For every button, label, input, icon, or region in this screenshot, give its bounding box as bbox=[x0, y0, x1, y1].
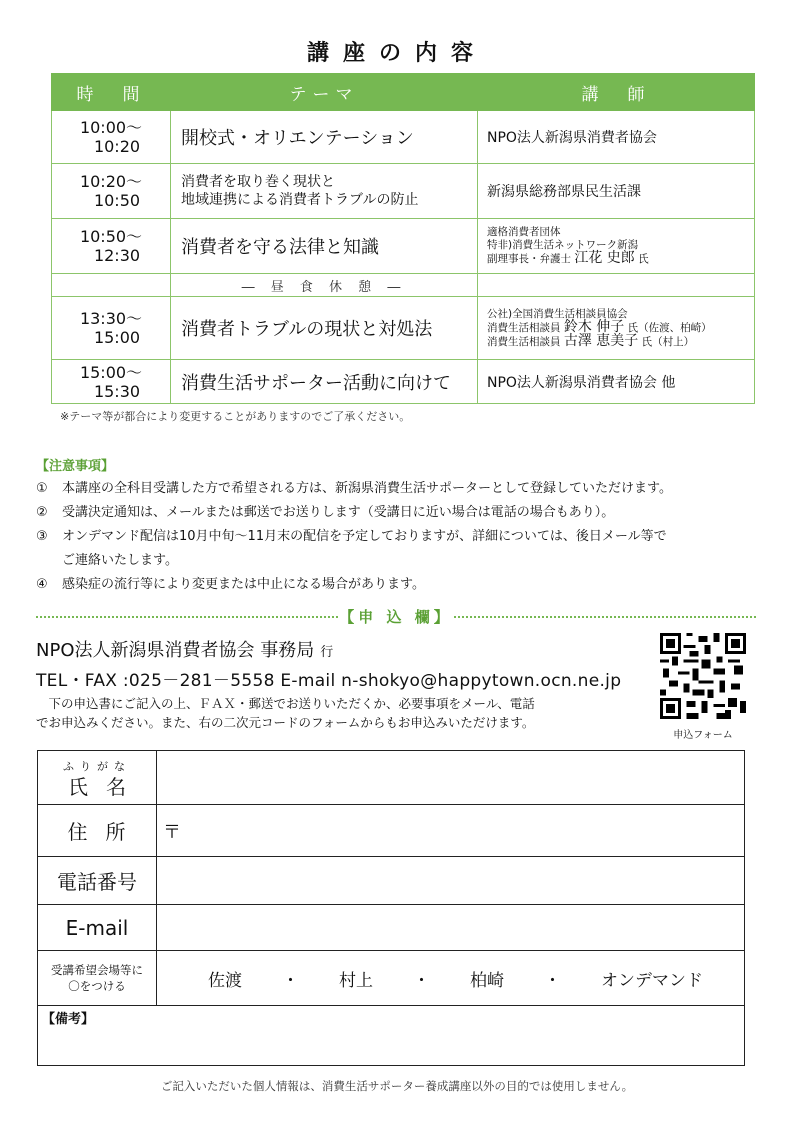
lecturer-name: 鈴木 伸子 bbox=[563, 318, 625, 335]
phone-field[interactable] bbox=[157, 857, 745, 905]
item-number: ② bbox=[36, 505, 48, 520]
lecturer-cell: NPO法人新潟県消費者協会 bbox=[478, 111, 755, 164]
time-end: 10:50 bbox=[93, 191, 141, 210]
lunch-row bbox=[52, 274, 755, 297]
application-intro bbox=[36, 694, 648, 732]
name-label-cell bbox=[38, 751, 157, 805]
phone-label: 電話番号 bbox=[38, 857, 157, 905]
venue-label-line: 受講希望会場等に bbox=[51, 963, 143, 977]
table-row bbox=[52, 164, 755, 219]
lecturer-suffix: 氏 bbox=[634, 253, 649, 265]
remarks-field[interactable] bbox=[38, 1006, 745, 1066]
form-row-address bbox=[38, 805, 745, 857]
theme-line: 消費者を取り巻く現状と bbox=[181, 174, 335, 190]
org-suffix: 行 bbox=[320, 645, 334, 660]
time-cell bbox=[52, 360, 171, 404]
lecturer-line bbox=[487, 332, 753, 349]
time-start: 10:00～ bbox=[79, 118, 143, 137]
lecturer-cell bbox=[478, 219, 755, 274]
application-divider bbox=[36, 606, 756, 626]
privacy-note: ご記入いただいた個人情報は、消費生活サポーター養成講座以外の目的では使用しません。 bbox=[160, 1079, 634, 1093]
list-item bbox=[36, 525, 776, 549]
form-row-name bbox=[38, 751, 745, 805]
table-row bbox=[52, 297, 755, 360]
item-number: ③ bbox=[36, 529, 48, 544]
lecturer-role: 消費生活相談員 bbox=[487, 335, 564, 348]
item-number: ① bbox=[36, 481, 48, 496]
lecturer-line bbox=[487, 252, 753, 266]
lecturer-role: 副理事長・弁護士 bbox=[487, 253, 575, 265]
application-form bbox=[37, 750, 745, 1066]
remarks-label: 【備考】 bbox=[42, 1012, 95, 1027]
theme-line: 地域連携による消費者トラブルの防止 bbox=[181, 192, 419, 208]
item-text: オンデマンド配信は10月中旬～11月末の配信を予定しておりますが、詳細については、後日メール等で bbox=[62, 529, 667, 544]
time-start: 15:00～ bbox=[79, 362, 143, 382]
venue-label-cell bbox=[38, 951, 157, 1006]
list-item bbox=[36, 501, 776, 525]
header-theme: テーマ bbox=[171, 74, 478, 111]
lunch-break-label: ― 昼 食 休 憩 ― bbox=[171, 274, 478, 297]
time-start: 13:30～ bbox=[79, 309, 143, 328]
qr-label: 申込フォーム bbox=[673, 730, 733, 741]
venue-separator: ・ bbox=[544, 970, 561, 991]
header-time: 時 間 bbox=[52, 74, 171, 111]
furigana-label: ふりがな bbox=[63, 759, 131, 773]
table-row bbox=[52, 111, 755, 164]
qr-code-icon[interactable] bbox=[660, 633, 746, 719]
notice-list bbox=[36, 477, 776, 597]
item-text: 本講座の全科目受講した方で希望される方は、新潟県消費生活サポーターとして登録していただけます。 bbox=[62, 481, 672, 496]
time-cell bbox=[52, 164, 171, 219]
form-row-venue bbox=[38, 951, 745, 1006]
organization-name bbox=[36, 636, 333, 662]
schedule-table bbox=[51, 73, 755, 404]
lecturer-line: 適格消費者団体 bbox=[487, 226, 561, 238]
list-item bbox=[36, 573, 776, 597]
time-cell bbox=[52, 219, 171, 274]
lecturer-suffix: 氏（村上） bbox=[638, 335, 695, 348]
venue-separator: ・ bbox=[282, 970, 299, 991]
theme-cell bbox=[171, 164, 478, 219]
address-field[interactable]: 〒 bbox=[157, 805, 745, 857]
time-end: 15:30 bbox=[93, 381, 141, 401]
venue-option-kashiwazaki[interactable]: 柏崎 bbox=[470, 970, 504, 991]
time-end: 15:00 bbox=[93, 328, 141, 347]
intro-line: でお申込みください。また、右の二次元コードのフォームからもお申込みいただけます。 bbox=[36, 715, 535, 730]
intro-line: 下の申込書にご記入の上、ＦＡＸ・郵送でお送りいただくか、必要事項をメール、電話 bbox=[36, 696, 535, 711]
venue-options bbox=[158, 966, 743, 991]
item-number: ④ bbox=[36, 577, 48, 592]
page-title: 講座の内容 bbox=[306, 41, 487, 66]
list-item-continuation: ご連絡いたします。 bbox=[62, 553, 178, 568]
theme-cell: 消費者トラブルの現状と対処法 bbox=[171, 297, 478, 360]
name-label: 氏名 bbox=[68, 774, 144, 799]
email-label: E-mail bbox=[38, 905, 157, 951]
table-row bbox=[52, 360, 755, 404]
theme-cell: 消費生活サポーター活動に向けて bbox=[171, 360, 478, 404]
lecturer-cell: 新潟県総務部県民生活課 bbox=[478, 164, 755, 219]
form-row-phone bbox=[38, 857, 745, 905]
time-start: 10:50～ bbox=[79, 227, 143, 246]
venue-option-ondemand[interactable]: オンデマンド bbox=[601, 970, 703, 991]
header-lecturer: 講 師 bbox=[478, 74, 755, 111]
email-field[interactable] bbox=[157, 905, 745, 951]
lecturer-suffix: 氏（佐渡、柏崎） bbox=[624, 321, 712, 334]
theme-cell: 消費者を守る法律と知識 bbox=[171, 219, 478, 274]
lecturer-cell bbox=[478, 297, 755, 360]
venue-label-line: 〇をつける bbox=[68, 979, 126, 993]
lecturer-line: 特非)消費生活ネットワーク新潟 bbox=[487, 239, 639, 251]
lecturer-name: 江花 史郎 bbox=[574, 250, 635, 266]
notice-heading: 【注意事項】 bbox=[36, 459, 115, 474]
lecturer-role: 消費生活相談員 bbox=[487, 321, 564, 334]
item-text: 感染症の流行等により変更または中止になる場合があります。 bbox=[62, 577, 425, 592]
list-item bbox=[36, 477, 776, 501]
table-row bbox=[52, 219, 755, 274]
venue-option-sado[interactable]: 佐渡 bbox=[208, 970, 242, 991]
divider-label: 【申 込 欄】 bbox=[339, 608, 453, 626]
lecturer-line: 公社)全国消費生活相談員協会 bbox=[487, 307, 628, 320]
time-end: 10:20 bbox=[93, 137, 141, 156]
contact-info: TEL・FAX :025－281－5558 E-mail n-shokyo@happytown.ocn.ne.jp bbox=[36, 671, 622, 691]
item-text: 受講決定通知は、メールまたは郵送でお送りします（受講日に近い場合は電話の場合もあり）。 bbox=[62, 505, 615, 520]
org-text: NPO法人新潟県消費者協会 事務局 bbox=[36, 640, 315, 661]
venue-option-murakami[interactable]: 村上 bbox=[339, 970, 373, 991]
lecturer-name: 古澤 恵美子 bbox=[563, 332, 639, 349]
theme-cell: 開校式・オリエンテーション bbox=[171, 111, 478, 164]
name-field[interactable] bbox=[157, 751, 745, 805]
time-start: 10:20～ bbox=[79, 172, 143, 191]
time-end: 12:30 bbox=[93, 246, 141, 265]
form-row-remarks bbox=[38, 1006, 745, 1066]
form-row-email bbox=[38, 905, 745, 951]
schedule-note: ※テーマ等が都合により変更することがありますのでご了承ください。 bbox=[60, 410, 411, 423]
time-cell bbox=[52, 111, 171, 164]
schedule-header-row bbox=[52, 74, 755, 111]
time-cell bbox=[52, 297, 171, 360]
venue-separator: ・ bbox=[413, 970, 430, 991]
address-label: 住所 bbox=[38, 805, 157, 857]
venue-field bbox=[157, 951, 745, 1006]
lecturer-cell: NPO法人新潟県消費者協会 他 bbox=[478, 360, 755, 404]
